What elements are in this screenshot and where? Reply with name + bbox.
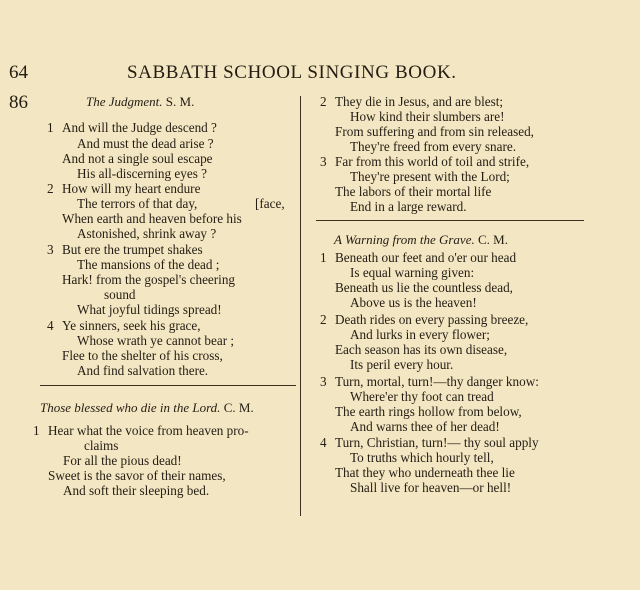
verse-line: sound xyxy=(104,287,136,302)
hymn-title xyxy=(334,232,508,248)
verse-line: Beneath our feet and o'er our head xyxy=(335,250,517,265)
verse-number: 1 xyxy=(47,120,54,135)
verse-line: Hark! from the gospel's cheering xyxy=(62,272,236,287)
verse-line: And find salvation there. xyxy=(77,363,209,378)
verse-line: They're present with the Lord; xyxy=(350,169,510,184)
verse-number: 1 xyxy=(33,423,40,438)
verse-line: His all-discerning eyes ? xyxy=(77,166,208,181)
verse-line: Beneath us lie the countless dead, xyxy=(335,280,513,295)
verse-line: When earth and heaven before his xyxy=(62,211,242,226)
verse-line: And warns thee of her dead! xyxy=(350,419,500,434)
verse-line: But ere the trumpet shakes xyxy=(62,242,203,257)
verse-line: Sweet is the savor of their names, xyxy=(48,468,226,483)
verse-line: From suffering and from sin released, xyxy=(335,124,534,139)
verse-line: And not a single soul escape xyxy=(62,151,213,166)
verse-line: Each season has its own disease, xyxy=(335,342,508,357)
verse-number: 1 xyxy=(320,250,327,265)
hymn-meter: C. M. xyxy=(223,400,254,415)
hymn-title-text: Those blessed who die in the Lord. xyxy=(40,400,221,415)
verse-line: For all the pious dead! xyxy=(63,453,182,468)
section-separator xyxy=(316,220,584,221)
verse-line: That they who underneath thee lie xyxy=(335,465,515,480)
hymn-number: 86 xyxy=(9,92,28,113)
verse-line: End in a large reward. xyxy=(350,199,467,214)
verse-line: Flee to the shelter of his cross, xyxy=(62,348,223,363)
verse-line: And must the dead arise ? xyxy=(77,136,214,151)
verse-line: The mansions of the dead ; xyxy=(77,257,220,272)
verse-number: 4 xyxy=(320,435,327,450)
hymn-meter: S. M. xyxy=(165,94,195,109)
verse-line: They die in Jesus, and are blest; xyxy=(335,94,504,109)
verse-line: Is equal warning given: xyxy=(350,265,475,280)
verse-line: Turn, Christian, turn!— thy soul apply xyxy=(335,435,539,450)
verse-line: Shall live for heaven—or hell! xyxy=(350,480,512,495)
verse-line: claims xyxy=(84,438,119,453)
verse-line: What joyful tidings spread! xyxy=(77,302,222,317)
verse-number: 3 xyxy=(320,154,327,169)
verse-line: How will my heart endure xyxy=(62,181,201,196)
verse-line: How kind their slumbers are! xyxy=(350,109,505,124)
verse-number: 3 xyxy=(320,374,327,389)
verse-line: The terrors of that day, xyxy=(77,196,198,211)
verse-number: 2 xyxy=(320,94,327,109)
verse-line: And will the Judge descend ? xyxy=(62,120,217,135)
hymn-title-text: The Judgment. xyxy=(86,94,163,109)
verse-number: 2 xyxy=(320,312,327,327)
running-head: SABBATH SCHOOL SINGING BOOK. xyxy=(127,62,457,83)
verse-line: And lurks in every flower; xyxy=(350,327,490,342)
verse-line: Its peril every hour. xyxy=(350,357,454,372)
verse-line: Astonished, shrink away ? xyxy=(77,226,217,241)
verse-number: 4 xyxy=(47,318,54,333)
verse-line: And soft their sleeping bed. xyxy=(63,483,210,498)
verse-line: Hear what the voice from heaven pro- xyxy=(48,423,249,438)
verse-number: 3 xyxy=(47,242,54,257)
verse-aside: [face, xyxy=(255,196,285,211)
verse-line: Ye sinners, seek his grace, xyxy=(62,318,201,333)
verse-line: They're freed from every snare. xyxy=(350,139,517,154)
column-divider xyxy=(300,96,301,516)
verse-line: Whose wrath ye cannot bear ; xyxy=(77,333,235,348)
hymn-title xyxy=(40,400,254,416)
hymn-meter: C. M. xyxy=(477,232,508,247)
verse-line: Where'er thy foot can tread xyxy=(350,389,494,404)
verse-line: The earth rings hollow from below, xyxy=(335,404,522,419)
verse-line: Death rides on every passing breeze, xyxy=(335,312,529,327)
section-separator xyxy=(40,385,296,386)
hymn-title xyxy=(86,94,194,110)
verse-line: To truths which hourly tell, xyxy=(350,450,494,465)
verse-number: 2 xyxy=(47,181,54,196)
verse-line: Turn, mortal, turn!—thy danger know: xyxy=(335,374,539,389)
hymn-title-text: A Warning from the Grave. xyxy=(334,232,475,247)
page-number: 64 xyxy=(9,62,28,83)
verse-line: Above us is the heaven! xyxy=(350,295,477,310)
verse-line: Far from this world of toil and strife, xyxy=(335,154,530,169)
verse-line: The labors of their mortal life xyxy=(335,184,492,199)
